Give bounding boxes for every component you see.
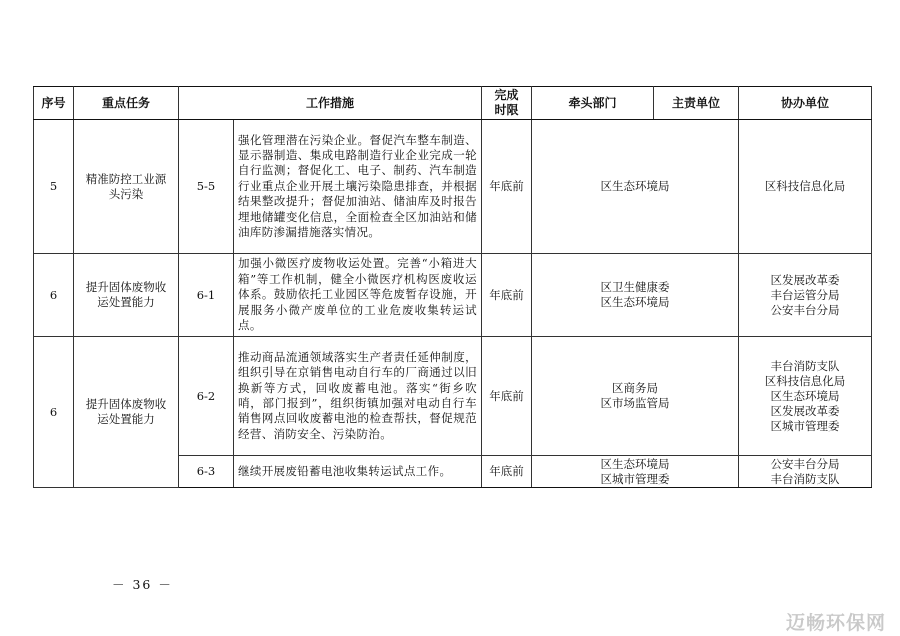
task-table: [33, 86, 872, 488]
row-code: 5-5: [179, 120, 234, 254]
main-unit-item: 区生态环境局: [600, 295, 670, 309]
header-deadline-line2: 时限: [494, 103, 519, 117]
main-unit-item: 区生态环境局: [600, 179, 670, 193]
main-unit-item: 区卫生健康委: [600, 280, 670, 294]
assist-unit-item: 区科技信息化局: [764, 373, 846, 388]
row-assist-units: [739, 337, 872, 456]
header-row: [34, 87, 872, 120]
assist-unit-item: 丰台运管分局: [770, 287, 840, 302]
header-assist: 协办单位: [739, 87, 872, 120]
row-main-units: [532, 254, 739, 337]
row-main-units: [532, 456, 739, 488]
table-row: [34, 337, 872, 456]
row-seq: 5: [34, 120, 74, 254]
row-task: 提升固体废物收运处置能力: [74, 337, 179, 488]
table-row: [34, 120, 872, 254]
header-seq: 序号: [34, 87, 74, 120]
assist-unit-item: 区生态环境局: [770, 388, 840, 403]
assist-unit-item: 区城市管理委: [770, 418, 840, 433]
header-deadline: [482, 87, 532, 120]
row-main-units: [532, 120, 739, 254]
main-unit-item: 区城市管理委: [600, 471, 670, 486]
watermark: 迈畅环保网: [785, 612, 886, 634]
row-seq: 6: [34, 254, 74, 337]
assist-unit-item: 丰台消防支队: [770, 471, 840, 486]
row-measure: 继续开展废铅蓄电池收集转运试点工作。: [234, 456, 482, 488]
table-row: [34, 254, 872, 337]
row-task: 提升固体废物收运处置能力: [74, 254, 179, 337]
row-deadline: 年底前: [482, 456, 532, 488]
assist-unit-item: 区科技信息化局: [764, 179, 846, 193]
main-unit-item: 区商务局: [612, 381, 659, 395]
header-lead-dept: 牵头部门: [532, 87, 654, 120]
row-task: 精准防控工业源头污染: [74, 120, 179, 254]
row-assist-units: [739, 456, 872, 488]
main-unit-item: 区市场监管局: [600, 396, 670, 410]
header-deadline-line1: 完成: [494, 88, 519, 102]
row-deadline: 年底前: [482, 120, 532, 254]
main-unit-item: 区生态环境局: [600, 456, 670, 471]
assist-unit-item: 公安丰台分局: [770, 302, 840, 317]
header-task: 重点任务: [74, 87, 179, 120]
row-code: 6-3: [179, 456, 234, 488]
row-measure: 推动商品流通领域落实生产者责任延伸制度，组织引导在京销售电动自行车的厂商通过以旧换新等方式，回收废蓄电池。落实“街乡吹哨，部门报到”，组织街镇加强对电动自行车销售网点回收废蓄电池的检查帮扶，督促规范经营、消防安全、污染防治。: [234, 337, 482, 456]
row-code: 6-2: [179, 337, 234, 456]
page-number: － 36 －: [112, 577, 173, 592]
assist-unit-item: 公安丰台分局: [770, 456, 840, 471]
row-code: 6-1: [179, 254, 234, 337]
row-assist-units: [739, 120, 872, 254]
row-measure: 强化管理潜在污染企业。督促汽车整车制造、显示器制造、集成电路制造行业企业完成一轮自行监测；督促化工、电子、制药、汽车制造行业重点企业开展土壤污染隐患排查，并根据结果整改提升；督促加油站、储油库及时报告埋地储罐变化信息，全面检查全区加油站和储油库防渗漏措施落实情况。: [234, 120, 482, 254]
assist-unit-item: 区发展改革委: [770, 403, 840, 418]
header-measures: 工作措施: [179, 87, 482, 120]
row-measure: 加强小微医疗废物收运处置。完善“小箱进大箱”等工作机制，健全小微医疗机构医废收运体系。鼓励依托工业园区等危废暂存设施，开展服务小微产废单位的工业危废收集转运试点。: [234, 254, 482, 337]
row-main-units: [532, 337, 739, 456]
row-assist-units: [739, 254, 872, 337]
row-seq: 6: [34, 337, 74, 488]
row-deadline: 年底前: [482, 337, 532, 456]
assist-unit-item: 区发展改革委: [770, 272, 840, 287]
assist-unit-item: 丰台消防支队: [770, 358, 840, 373]
header-main-unit: 主责单位: [654, 87, 739, 120]
row-deadline: 年底前: [482, 254, 532, 337]
